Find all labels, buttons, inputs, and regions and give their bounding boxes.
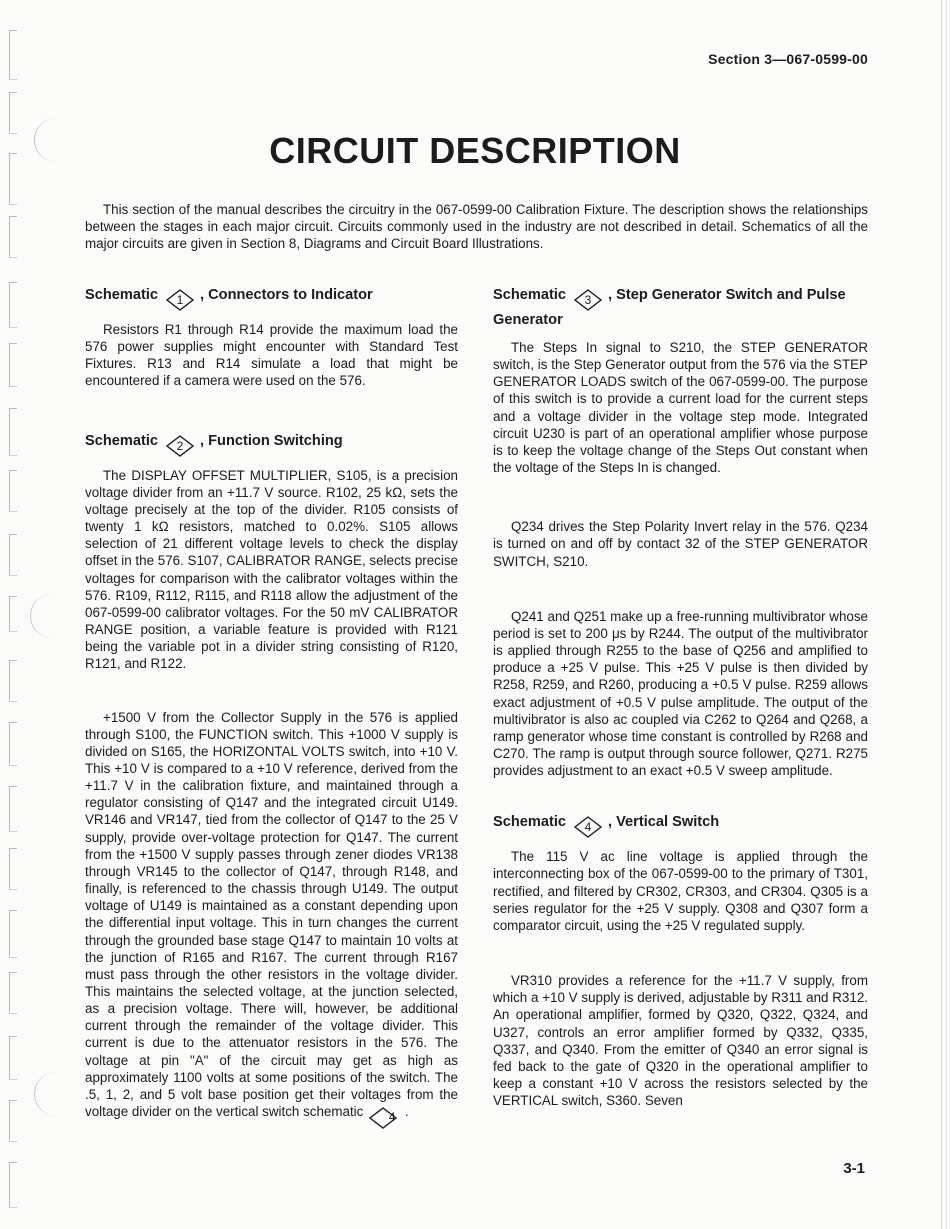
- schematic-label: Schematic: [493, 814, 567, 831]
- paragraph: Resistors R1 through R14 provide the maximum load the 576 power supplies might encounter with Standard Test Fixtures. R13 and R14 simulate a load that might be encountered if a camera were used on the 576.: [85, 322, 458, 389]
- schematic-number: 3: [584, 293, 592, 307]
- scan-edge-mark: [9, 722, 17, 766]
- diamond-number-icon: [574, 289, 602, 311]
- schematic-number: 1: [176, 293, 184, 307]
- scan-edge-curve: [34, 1072, 69, 1116]
- spacer: [493, 934, 868, 972]
- right-column: [493, 286, 868, 1109]
- scan-edge-mark: [9, 786, 17, 832]
- scan-right-rule: [941, 0, 942, 1229]
- scan-edge-mark: [9, 596, 17, 632]
- spacer: [493, 570, 868, 608]
- scan-edge-mark: [9, 92, 17, 134]
- scan-edge-mark: [9, 660, 17, 702]
- paragraph: The Steps In signal to S210, the STEP GENERATOR switch, is the Step Generator output from the 576 via the STEP GENERATOR LOADS switch of the 067-0599-00. The purpose of this switch is to provide a current load for the current steps and a voltage divider in the voltage step mode. Integrated circuit U230 is part of an operational amplifier whose purpose is to keep the voltage change of the Steps Out constant when the voltage of the Steps In is changed.: [493, 340, 868, 476]
- schematic-ref-number: 4: [388, 1110, 396, 1125]
- diamond-number-icon: [574, 816, 602, 838]
- paragraph-text: +1500 V from the Collector Supply in the 576 is applied through S100, the FUNCTION switch. This +1000 V supply is divided on S165, the HORIZONTAL VOLTS switch, into +10 V. This +10 V is compared to a +10 V reference, derived from the +11.7 V in the calibration fixture, and maintained through a regulator consisting of Q147 and the integrated circuit U149. VR146 and VR147, tied from the collector of Q147 to the 25 V supply, provide over-voltage protection for Q147. The current from the +1500 V supply passes through zener diodes VR138 through VR145 to the collector of Q147, through R148, and finally, is referenced to the chassis through U149. The output voltage of U149 is maintained as a constant depending upon the differential input voltage. This in turn changes the current through the grounded base stage Q147 to maintain 10 volts at the junction of R165 and R167. The current through R167 must pass through the other resistors in the voltage divider. This maintains the selected voltage, at the junction selected, as a precision voltage. There will, however, be additional current through the remainder of the voltage divider. This current is due to the attenuator resistors in the 576. The voltage at pin "A" of the circuit may get as high as approximately 1100 volts at some positions of the switch. The .5, 1, 2, and 5 volt base position get their voltages from the voltage divider on the vertical switch schematic: [85, 709, 458, 1120]
- paragraph: Q234 drives the Step Polarity Invert relay in the 576. Q234 is turned on and off by contact 32 of the STEP GENERATOR SWITCH, S210.: [493, 519, 868, 569]
- page-title: CIRCUIT DESCRIPTION: [269, 130, 681, 171]
- scan-edge-mark: [9, 408, 17, 456]
- diamond-number-icon: [166, 435, 194, 457]
- schematic-label: Schematic: [85, 287, 159, 303]
- scan-edge-mark: [9, 1036, 17, 1080]
- spacer: [493, 476, 868, 518]
- scan-edge-mark: [9, 470, 17, 512]
- scan-right-rule: [946, 0, 947, 1229]
- scan-edge-mark: [9, 848, 17, 890]
- spacer: [85, 673, 458, 709]
- left-column: [85, 286, 458, 1129]
- intro-paragraph: This section of the manual describes the circuitry in the 067-0599-00 Calibration Fixture. The description shows the relationships between the stages in each major circuit. Circuits commonly used in the industry are not described in detail. Schematics of all the major circuits are given in Section 8, Diagrams and Circuit Board Illustrations.: [85, 202, 868, 251]
- schematic-1-heading: [85, 286, 458, 311]
- diamond-number-icon: [369, 1107, 397, 1129]
- paragraph: [85, 709, 458, 1129]
- diamond-number-icon: [166, 289, 194, 311]
- page-number: 3-1: [843, 1160, 865, 1177]
- paragraph: The DISPLAY OFFSET MULTIPLIER, S105, is a precision voltage divider from an +11.7 V source. R102, 25 kΩ, sets the voltage precisely at the top of the divider. R105 consists of twenty 1 kΩ resistors, matched to 0.02%. S105 allows selection of 21 different voltage levels to check the display offset in the 576. S107, CALIBRATOR RANGE, selects precise voltages for comparison with the calibrator voltages within the 576. R109, R112, R115, and R118 allow the adjustment of the 067-0599-00 calibrator voltages. For the 50 mV CALIBRATOR RANGE position, a variable feature is provided with R121 being the variable pot in a divider string consisting of R120, R121, and R122.: [85, 467, 458, 672]
- schematic-3-heading: [493, 286, 868, 329]
- scan-edge-mark: [9, 216, 17, 258]
- scan-edge-curve: [30, 594, 65, 638]
- paragraph: The 115 V ac line voltage is applied through the interconnecting box of the 067-0599-00 to the primary of T301, rectified, and filtered by CR302, CR303, and CR304. Q305 is a series regulator for the +25 V supply. Q308 and Q307 form a comparator circuit, using the +25 V regulated supply.: [493, 849, 868, 933]
- section-header: Section 3—067-0599-00: [708, 51, 868, 67]
- scan-edge-mark: [9, 972, 17, 1014]
- schematic-number: 4: [584, 820, 592, 835]
- schematic-title: , Step Generator Switch and Pulse Generator: [493, 287, 846, 328]
- schematic-number: 2: [176, 438, 184, 453]
- paragraph: VR310 provides a reference for the +11.7 V supply, from which a +10 V supply is derived, adjustable by R311 and R312. An operational amplifier, formed by Q320, Q322, Q324, and U327, controls an error amplifier formed by Q332, Q335, Q337, and Q340. From the emitter of Q340 an error signal is fed back to the gate of Q320 in the operational amplifier to keep a constant +10 V across the resistors selected by the VERTICAL switch, S360. Seven: [493, 973, 868, 1109]
- paragraph: Q241 and Q251 make up a free-running multivibrator whose period is set to 200 μs by R244. The output of the multivibrator is applied through R255 to the base of Q256 and amplified to produce a +25 V pulse. This +25 V pulse is then divided by R258, R259, and R260, producing a +0.5 V pulse. R259 allows exact adjustment of +0.5 V pulse amplitude. The output of the multivibrator is also ac coupled via C262 to Q264 and Q268, a ramp generator whose time constant is controlled by R268 and C270. The ramp is output through source follower, Q271. R275 provides adjustment to an exact +0.5 V sweep amplitude.: [493, 608, 868, 779]
- spacer: [85, 390, 458, 432]
- scan-edge-mark: [9, 534, 17, 576]
- scan-edge-mark: [9, 282, 17, 328]
- schematic-title: , Function Switching: [200, 432, 343, 449]
- spacer: [493, 779, 868, 813]
- scan-edge-mark: [9, 30, 17, 80]
- schematic-2-heading: [85, 432, 458, 457]
- schematic-label: Schematic: [493, 287, 567, 303]
- scan-edge-mark: [9, 1100, 17, 1142]
- schematic-4-heading: [493, 813, 868, 838]
- scan-edge-mark: [9, 910, 17, 958]
- schematic-title: , Vertical Switch: [608, 814, 720, 831]
- scan-edge-mark: [9, 1162, 17, 1208]
- schematic-title: , Connectors to Indicator: [200, 287, 373, 303]
- paragraph-end: .: [404, 1104, 409, 1120]
- scan-edge-mark: [9, 343, 17, 387]
- schematic-label: Schematic: [85, 432, 159, 449]
